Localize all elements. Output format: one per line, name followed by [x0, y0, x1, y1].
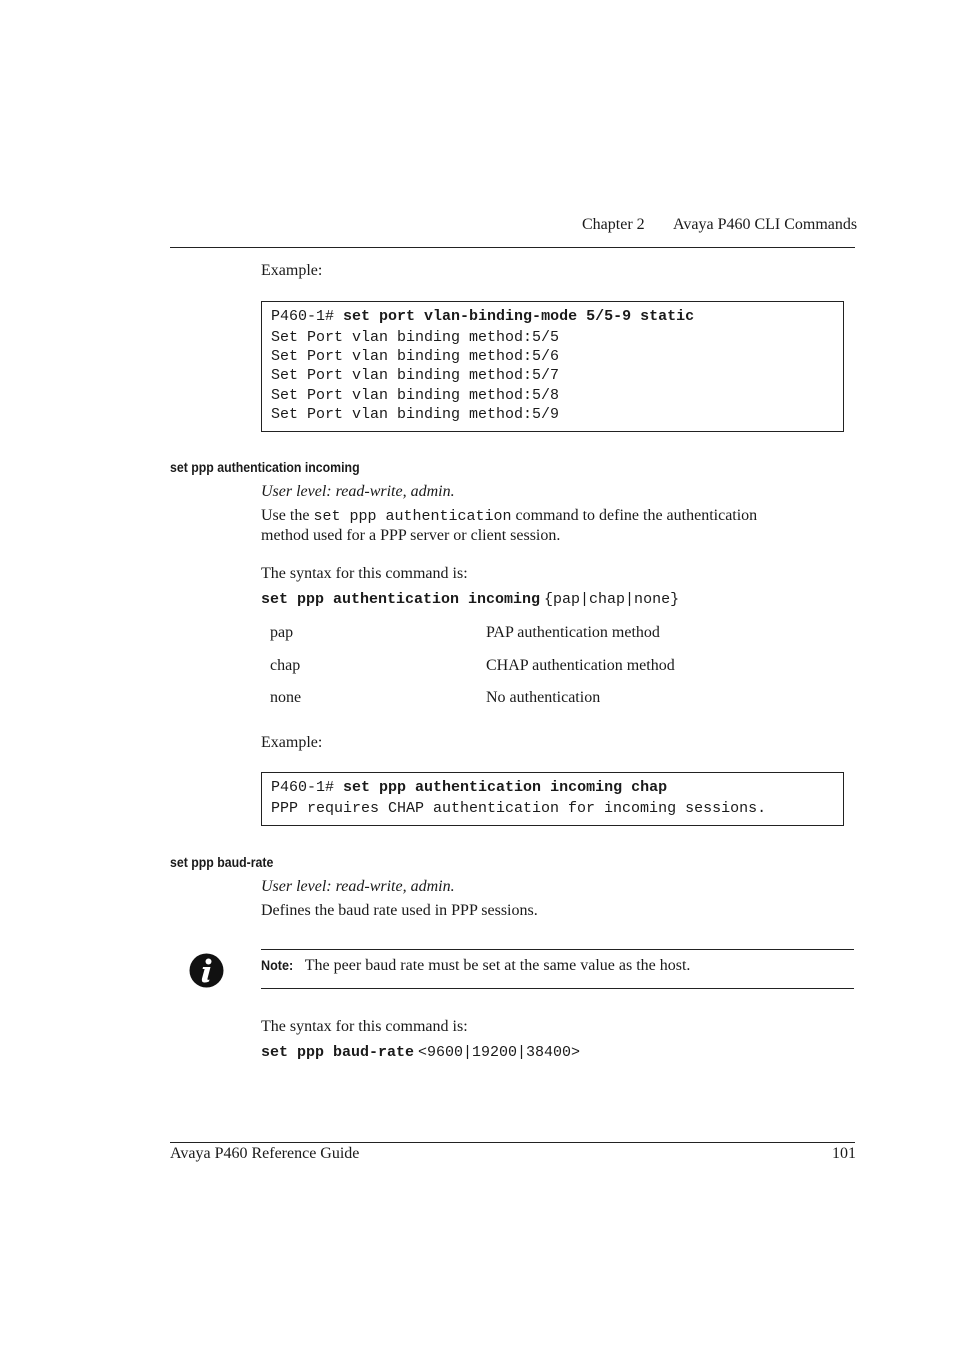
description-auth-line1: Use the set ppp authentication command to define the authentication	[261, 507, 758, 525]
example-label: Example:	[261, 734, 323, 751]
code-command: set port vlan-binding-mode 5/5-9 static	[343, 308, 695, 325]
param-description: No authentication	[486, 689, 601, 706]
syntax-label-baud: The syntax for this command is:	[261, 1018, 468, 1035]
section-heading-auth: set ppp authentication incoming	[170, 459, 360, 475]
code-output-line: Set Port vlan binding method:5/5	[271, 329, 560, 346]
code-command-line	[271, 308, 694, 325]
page-number: 101	[832, 1145, 856, 1162]
code-command-line	[271, 779, 667, 796]
code-command: set ppp authentication incoming chap	[343, 779, 668, 796]
syntax-baud	[261, 1043, 580, 1061]
code-output-line: Set Port vlan binding method:5/6	[271, 348, 560, 365]
code-block-auth	[261, 772, 844, 826]
info-icon	[189, 953, 224, 988]
param-description: PAP authentication method	[486, 624, 660, 641]
param-name: pap	[270, 624, 294, 641]
header-title: Avaya P460 CLI Commands	[673, 216, 858, 233]
param-description: CHAP authentication method	[486, 657, 675, 674]
note-text: The peer baud rate must be set at the same value as the host.	[304, 957, 691, 974]
note-label: Note:	[261, 957, 294, 973]
user-level-auth: User level: read-write, admin.	[261, 483, 455, 500]
syntax-command: set ppp authentication incoming	[261, 591, 541, 608]
code-output-line: Set Port vlan binding method:5/8	[271, 387, 560, 404]
section-heading-baud: set ppp baud-rate	[170, 854, 274, 870]
code-block-vlan-binding	[261, 301, 844, 432]
description-baud: Defines the baud rate used in PPP sessions.	[261, 902, 538, 919]
syntax-label-auth: The syntax for this command is:	[261, 565, 468, 582]
code-prompt: P460-1#	[271, 308, 335, 325]
syntax-auth	[261, 590, 679, 608]
code-output-line: Set Port vlan binding method:5/9	[271, 406, 560, 423]
user-level-baud: User level: read-write, admin.	[261, 878, 455, 895]
footer-book-title: Avaya P460 Reference Guide	[170, 1145, 360, 1162]
note-bottom-rule	[261, 988, 854, 989]
note	[261, 957, 690, 975]
footer-rule	[170, 1142, 855, 1143]
inline-code: set ppp authentication	[313, 508, 512, 525]
description-auth-line2: method used for a PPP server or client session.	[261, 527, 561, 544]
param-name: none	[270, 689, 302, 706]
code-output-line: PPP requires CHAP authentication for incoming sessions.	[271, 800, 767, 817]
code-prompt: P460-1#	[271, 779, 335, 796]
syntax-arguments: {pap|chap|none}	[544, 591, 680, 608]
note-top-rule	[261, 949, 854, 950]
syntax-arguments: <9600|19200|38400>	[418, 1044, 581, 1061]
param-name: chap	[270, 657, 301, 674]
example-label: Example:	[261, 262, 323, 279]
syntax-command: set ppp baud-rate	[261, 1044, 415, 1061]
code-output-line: Set Port vlan binding method:5/7	[271, 367, 560, 384]
header-chapter: Chapter 2	[582, 216, 645, 233]
header-rule	[170, 247, 855, 248]
